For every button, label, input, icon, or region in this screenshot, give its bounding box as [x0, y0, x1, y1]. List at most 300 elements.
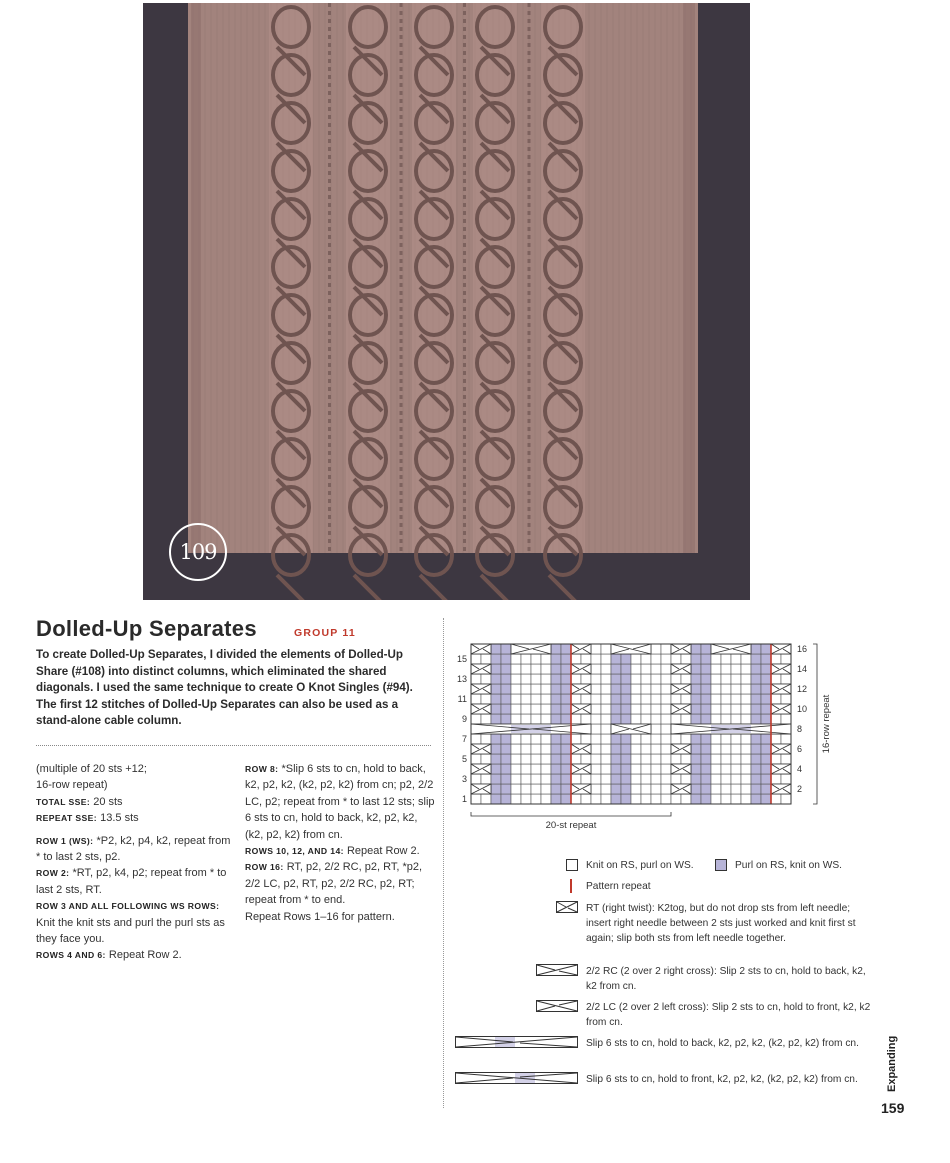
- chart-cell: [591, 724, 601, 734]
- chart-cell: [771, 734, 781, 744]
- repeat-instruction: Repeat Rows 1–16 for pattern.: [245, 910, 395, 923]
- row-label-right: 16: [797, 644, 808, 654]
- chart-cell: [481, 754, 491, 764]
- chart-cell: [511, 654, 521, 664]
- chart-cell: [761, 714, 771, 724]
- chart-cell: [651, 694, 661, 704]
- chart-cell: [631, 684, 641, 694]
- chart-cell: [591, 764, 601, 774]
- rows-4-6-text: Repeat Row 2.: [108, 949, 182, 962]
- chart-cell: [561, 644, 571, 654]
- chart-cell: [721, 704, 731, 714]
- chart-cell: [561, 744, 571, 754]
- chart-cell: [651, 674, 661, 684]
- chart-cell: [761, 654, 771, 664]
- six-stitch-back-cross-icon: [455, 1036, 578, 1048]
- chart-cell: [701, 754, 711, 764]
- chart-cell: [621, 764, 631, 774]
- chart-cell: [521, 694, 531, 704]
- chart-cell: [701, 764, 711, 774]
- chart-cell: [711, 664, 721, 674]
- chart-cell: [631, 764, 641, 774]
- chart-cell: [631, 694, 641, 704]
- knit-square-icon: [566, 859, 578, 871]
- chart-cell: [551, 794, 561, 804]
- chart-cell: [571, 734, 581, 744]
- chart-cell: [741, 764, 751, 774]
- chart-cell: [771, 654, 781, 664]
- chart-cell: [631, 744, 641, 754]
- chart-cell: [551, 784, 561, 794]
- chart-cell: [621, 654, 631, 664]
- chart-cell: [681, 734, 691, 744]
- chart-cell: [561, 754, 571, 764]
- pattern-repeat-line-icon: [569, 879, 573, 893]
- chart-cell: [571, 694, 581, 704]
- chart-cell: [531, 664, 541, 674]
- chart-cell: [641, 784, 651, 794]
- chart-cell: [481, 774, 491, 784]
- chart-cell: [591, 654, 601, 664]
- chart-cell: [571, 774, 581, 784]
- row-label-left: 13: [456, 674, 467, 684]
- chart-cell: [601, 744, 611, 754]
- row-3-label: ROW 3 AND ALL FOLLOWING WS ROWS:: [36, 901, 220, 912]
- chart-cell: [491, 734, 501, 744]
- chart-cell: [641, 774, 651, 784]
- chart-cell: [591, 774, 601, 784]
- intro-paragraph: To create Dolled-Up Separates, I divided the elements of Dolled-Up Share (#108) into distinct columns, which eliminated the shared diagonals. I used the same technique to create O Knot Singles (#94). The first 12 stitches of Dolled-Up Separates can also be used as a stand-alone cable column.: [36, 648, 413, 727]
- chart-cell: [651, 664, 661, 674]
- chart-cell: [721, 664, 731, 674]
- chart-cell: [761, 704, 771, 714]
- chart-cell: [501, 774, 511, 784]
- chart-cell: [561, 734, 571, 744]
- chart-cell: [541, 674, 551, 684]
- chart-cell: [751, 684, 761, 694]
- chart-cell: [641, 734, 651, 744]
- chart-cell: [701, 684, 711, 694]
- chart-cell: [751, 784, 761, 794]
- chart-cell: [631, 754, 641, 764]
- chart-cell: [691, 694, 701, 704]
- rows-10-14-text: Repeat Row 2.: [346, 845, 420, 858]
- chart-cell: [751, 744, 761, 754]
- chart-cell: [671, 754, 681, 764]
- chart-cell: [681, 774, 691, 784]
- chart-cell: [661, 684, 671, 694]
- chart-cell: [641, 704, 651, 714]
- chart-cell: [621, 754, 631, 764]
- chart-cell: [611, 684, 621, 694]
- chart-cell: [521, 764, 531, 774]
- chart-cell: [731, 714, 741, 724]
- chart-cell: [601, 694, 611, 704]
- chart-cell: [531, 764, 541, 774]
- chart-cell: [651, 744, 661, 754]
- chart-cell: [661, 654, 671, 664]
- chart-cell: [601, 674, 611, 684]
- chart-cell: [631, 664, 641, 674]
- chart-cell: [471, 754, 481, 764]
- row-repeat-text: 16-row repeat): [36, 779, 108, 792]
- row-1-text: *P2, k2, p4, k2, repeat from * to last 2 sts, p2.: [36, 834, 231, 864]
- chart-cell: [681, 654, 691, 664]
- chart-cell: [731, 784, 741, 794]
- chart-cell: [761, 794, 771, 804]
- chart-cell: [681, 714, 691, 724]
- chart-cell: [761, 684, 771, 694]
- chart-cell: [681, 694, 691, 704]
- chart-cell: [511, 694, 521, 704]
- chart-cell: [741, 744, 751, 754]
- chart-cell: [661, 794, 671, 804]
- chart-cell: [641, 744, 651, 754]
- chart-cell: [601, 734, 611, 744]
- chart-cell: [521, 754, 531, 764]
- cable-swatch-image: [143, 3, 750, 600]
- chart-cell: [631, 784, 641, 794]
- chart-cell: [731, 754, 741, 764]
- chart-cell: [601, 764, 611, 774]
- chart-cell: [501, 704, 511, 714]
- total-sse-label: TOTAL SSE:: [36, 796, 91, 807]
- chart-cell: [501, 714, 511, 724]
- chart-cell: [701, 664, 711, 674]
- chart-cell: [721, 674, 731, 684]
- row-label-right: 10: [797, 704, 808, 714]
- edge-rib: [683, 3, 695, 553]
- chart-cell: [691, 744, 701, 754]
- chart-cell: [711, 744, 721, 754]
- row-3-instruction: [36, 898, 236, 947]
- chart-cell: [581, 654, 591, 664]
- chart-cell: [581, 674, 591, 684]
- chart-cell: [661, 744, 671, 754]
- chart-cell: [601, 754, 611, 764]
- chart-cell: [571, 754, 581, 764]
- chart-cell: [521, 664, 531, 674]
- chart-cell: [631, 674, 641, 684]
- chart-cell: [681, 754, 691, 764]
- chart-cell: [621, 774, 631, 784]
- row-label-right: 6: [797, 744, 803, 754]
- chart-cell: [701, 714, 711, 724]
- chart-cell: [501, 754, 511, 764]
- chart-cell: [751, 664, 761, 674]
- chart-cell: [491, 694, 501, 704]
- chart-cell: [481, 794, 491, 804]
- chart-cell: [551, 734, 561, 744]
- chart-cell: [711, 754, 721, 764]
- chart-cell: [521, 684, 531, 694]
- chart-cell: [771, 774, 781, 784]
- chart-cell: [761, 754, 771, 764]
- chart-cell: [781, 754, 791, 764]
- chart-cell: [601, 704, 611, 714]
- chart-cell: [671, 774, 681, 784]
- chart-cell: [541, 664, 551, 674]
- pattern-number-badge: 109: [169, 523, 227, 581]
- chart-cell: [601, 714, 611, 724]
- chart-cell: [731, 674, 741, 684]
- repeat-sse-label: REPEAT SSE:: [36, 813, 98, 824]
- chart-cell: [641, 764, 651, 774]
- chart-cell: [491, 644, 501, 654]
- chart-cell: [641, 794, 651, 804]
- chart-cell: [751, 674, 761, 684]
- chart-cell: [621, 704, 631, 714]
- chart-cell: [691, 794, 701, 804]
- chart-cell: [731, 684, 741, 694]
- chart-cell: [761, 664, 771, 674]
- chart-cell: [651, 644, 661, 654]
- row-8-instruction: [245, 761, 435, 843]
- chart-cell: [471, 774, 481, 784]
- column-divider: [443, 618, 444, 1108]
- chart-cell: [551, 704, 561, 714]
- row-label-left: 11: [457, 694, 467, 704]
- page-title: Dolled-Up Separates: [36, 616, 257, 641]
- chart-cell: [661, 774, 671, 784]
- chart-cell: [601, 794, 611, 804]
- chart-cell: [641, 754, 651, 764]
- chart-cell: [561, 684, 571, 694]
- row-label-right: 14: [797, 664, 808, 674]
- chart-cell: [571, 794, 581, 804]
- chart-cell: [531, 694, 541, 704]
- chart-cell: [671, 734, 681, 744]
- chart-cell: [521, 794, 531, 804]
- chart-cell: [491, 664, 501, 674]
- chart-cell: [691, 784, 701, 794]
- chart-cell: [581, 754, 591, 764]
- row-2-text: *RT, p2, k4, p2; repeat from * to last 2 sts, RT.: [36, 867, 227, 896]
- chart-cell: [561, 654, 571, 664]
- chart-cell: [501, 734, 511, 744]
- chart-cell: [621, 784, 631, 794]
- chart-cell: [711, 704, 721, 714]
- chart-cell: [741, 754, 751, 764]
- chart-cell: [671, 694, 681, 704]
- chart-cell: [631, 704, 641, 714]
- chart-cell: [651, 794, 661, 804]
- chart-cell: [541, 794, 551, 804]
- repeat-sse: [36, 810, 236, 826]
- chart-cell: [771, 754, 781, 764]
- left-cross-icon: [536, 1000, 578, 1012]
- chart-cell: [661, 784, 671, 794]
- chart-cell: [521, 714, 531, 724]
- chart-cell: [561, 784, 571, 794]
- chart-cell: [781, 734, 791, 744]
- total-sse-value: 20 sts: [93, 795, 123, 808]
- chart-cell: [731, 734, 741, 744]
- chart-cell: [491, 714, 501, 724]
- chart-cell: [721, 784, 731, 794]
- chart-cell: [531, 774, 541, 784]
- chart-cell: [751, 734, 761, 744]
- chart-cell: [511, 794, 521, 804]
- chart-cell: [571, 654, 581, 664]
- chart-cell: [581, 774, 591, 784]
- page-number: 159: [881, 1100, 905, 1116]
- chart-cell: [651, 654, 661, 664]
- chart-cell: [661, 674, 671, 684]
- chart-cell: [611, 784, 621, 794]
- chart-cell: [551, 664, 561, 674]
- chart-cell: [531, 794, 541, 804]
- chart-cell: [741, 694, 751, 704]
- chart-cell: [471, 734, 481, 744]
- chart-cell: [741, 714, 751, 724]
- chart-cell: [561, 674, 571, 684]
- chart-cell: [521, 774, 531, 784]
- chart-cell: [591, 744, 601, 754]
- row-8-text: *Slip 6 sts to cn, hold to back, k2, p2, k2, (k2, p2, k2) from cn; p2, 2/2 LC, p2; repeat from * to last 12 sts; slip 6 sts to cn, hold to back, k2, p2, k2, (k2, p2, k2) from cn.: [245, 763, 435, 841]
- chart-cell: [761, 644, 771, 654]
- chart-cell: [521, 784, 531, 794]
- chart-cell: [761, 734, 771, 744]
- chart-cell: [511, 674, 521, 684]
- chart-cell: [741, 784, 751, 794]
- chart-cell: [701, 704, 711, 714]
- chart-cell: [491, 684, 501, 694]
- chart-cell: [561, 764, 571, 774]
- chart-cell: [741, 794, 751, 804]
- chart-cell: [571, 674, 581, 684]
- chart-cell: [551, 674, 561, 684]
- chart-cell: [551, 764, 561, 774]
- right-cross-icon: [536, 964, 578, 976]
- chart-cell: [621, 734, 631, 744]
- chart-cell: [691, 644, 701, 654]
- chart-cell: [491, 794, 501, 804]
- chart-cell: [691, 714, 701, 724]
- chart-cell: [771, 674, 781, 684]
- row-1-label: ROW 1 (WS):: [36, 835, 94, 846]
- chart-cell: [591, 754, 601, 764]
- chart-cell: [541, 744, 551, 754]
- chart-cell: [511, 744, 521, 754]
- chart-cell: [741, 674, 751, 684]
- chart-cell: [711, 794, 721, 804]
- chart-cell: [731, 774, 741, 784]
- chart-cell: [601, 774, 611, 784]
- chart-cell: [691, 734, 701, 744]
- rows-10-14-label: ROWS 10, 12, AND 14:: [245, 846, 344, 857]
- chart-cell: [711, 694, 721, 704]
- chart-cell: [661, 694, 671, 704]
- chart-cell: [781, 714, 791, 724]
- chart-cell: [651, 714, 661, 724]
- chart-cell: [701, 694, 711, 704]
- repeat-sse-value: 13.5 sts: [100, 812, 139, 825]
- chart-cell: [611, 664, 621, 674]
- row-1-instruction: [36, 833, 236, 866]
- chart-cell: [701, 794, 711, 804]
- chart-cell: [701, 644, 711, 654]
- chart-cell: [501, 654, 511, 664]
- chart-cell: [551, 744, 561, 754]
- chart-cell: [641, 684, 651, 694]
- chart-cell: [531, 744, 541, 754]
- chart-cell: [711, 734, 721, 744]
- row-2-instruction: [36, 865, 236, 898]
- chart-cell: [501, 694, 511, 704]
- row-8-label: ROW 8:: [245, 764, 279, 774]
- chart-cell: [611, 734, 621, 744]
- chart-cell: [581, 794, 591, 804]
- chart-cell: [501, 664, 511, 674]
- chart-cell: [651, 734, 661, 744]
- chart-cell: [631, 774, 641, 784]
- chart-cell: [721, 764, 731, 774]
- chart-cell: [541, 734, 551, 744]
- chart-cell: [651, 784, 661, 794]
- chart-cell: [511, 684, 521, 694]
- chart-cell: [521, 744, 531, 754]
- chart-cell: [561, 714, 571, 724]
- chart-cell: [531, 754, 541, 764]
- chart-cell: [471, 714, 481, 724]
- chart-cell: [711, 654, 721, 664]
- chart-cell: [541, 764, 551, 774]
- chart-cell: [541, 754, 551, 764]
- chart-cell: [671, 794, 681, 804]
- chart-cell: [651, 764, 661, 774]
- chart-cell: [751, 714, 761, 724]
- chart-cell: [541, 654, 551, 664]
- chart-cell: [541, 774, 551, 784]
- chart-cell: [621, 714, 631, 724]
- chart-cell: [721, 694, 731, 704]
- chart-cell: [661, 704, 671, 714]
- chart-cell: [661, 724, 671, 734]
- chart-cell: [701, 734, 711, 744]
- rows-10-14-instruction: [245, 843, 435, 859]
- chart-cell: [511, 764, 521, 774]
- chart-cell: [631, 714, 641, 724]
- chart-cell: [651, 774, 661, 784]
- swatch-photo: [143, 3, 750, 600]
- chart-cell: [671, 714, 681, 724]
- chart-cell: [741, 684, 751, 694]
- six-stitch-back-key-text: Slip 6 sts to cn, hold to back, k2, p2, k2, (k2, p2, k2) from cn.: [586, 1038, 859, 1049]
- chart-cell: [561, 794, 571, 804]
- chart-cell: [661, 644, 671, 654]
- row-label-left: 7: [461, 734, 467, 744]
- chart-cell: [601, 784, 611, 794]
- chart-cell: [481, 734, 491, 744]
- chart-cell: [651, 684, 661, 694]
- chart-cell: [551, 654, 561, 664]
- right-twist-icon: [556, 901, 578, 913]
- chart-cell: [721, 714, 731, 724]
- row-repeat-label: 16-row repeat: [821, 694, 832, 754]
- chart-cell: [521, 734, 531, 744]
- chart-cell: [691, 704, 701, 714]
- chart-cell: [751, 644, 761, 654]
- row-label-left: 3: [461, 774, 467, 784]
- chart-cell: [721, 654, 731, 664]
- chart-cell: [591, 664, 601, 674]
- row-label-left: 1: [461, 794, 467, 804]
- chart-cell: [561, 694, 571, 704]
- chart-cell: [751, 694, 761, 704]
- chart-cell: [741, 654, 751, 664]
- chart-cell: [721, 794, 731, 804]
